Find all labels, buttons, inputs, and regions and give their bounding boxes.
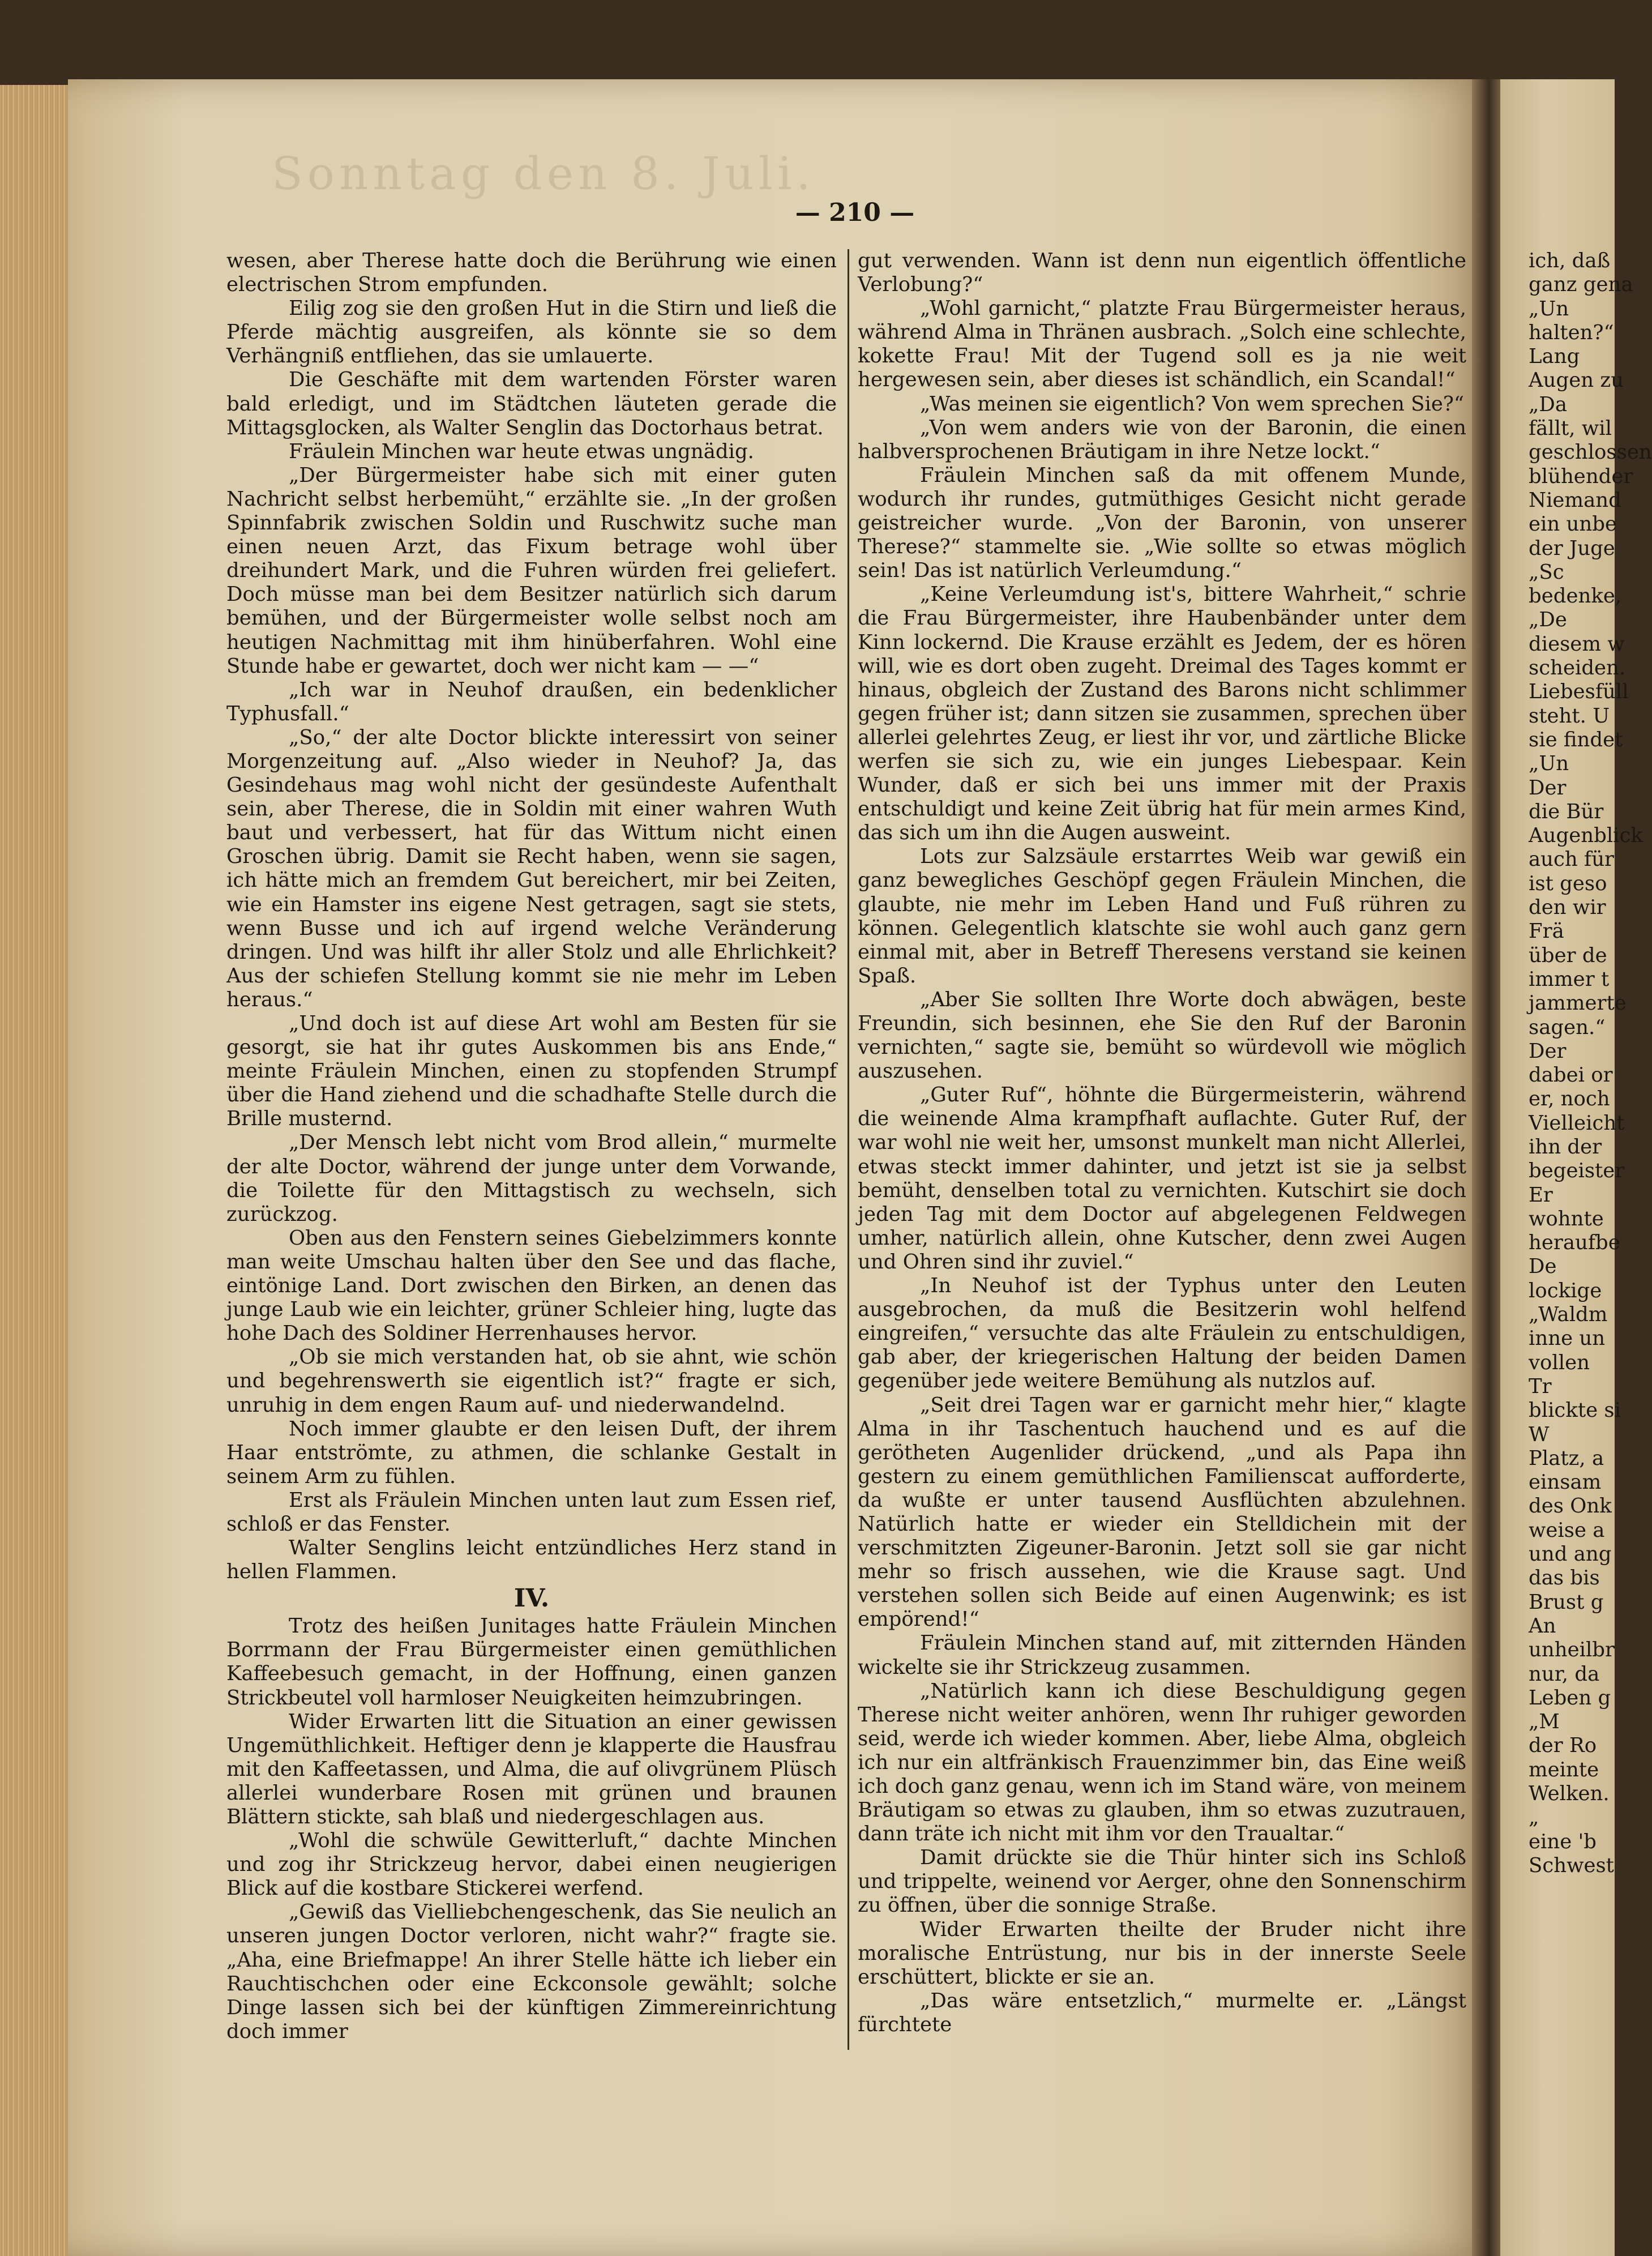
facing-page-line: jammerte [1529, 992, 1627, 1015]
facing-page-line: scheiden. [1529, 656, 1626, 680]
facing-page-line: Der [1529, 1039, 1567, 1063]
facing-page-line: Platz, a [1529, 1446, 1604, 1470]
facing-page-line: Der [1529, 776, 1567, 800]
paragraph: „Guter Ruf“, höhnte die Bürgermeisterin, während die weinende Alma krampfhaft auflachte. Guter Ruf, der war wohl nie weit her, umsonst munkelt man nicht Allerlei, etwas steckt immer dahinter, und jetzt ist sie ja selbst bemüht, denselben total zu vernichten. Kutschirt sie doch jeden Tag mit dem Doctor auf abgelegenen Feldwegen umher, natürlich allein, ohne Kutscher, denn zwei Augen und Ohren sind ihr zuviel.“ [858, 1083, 1466, 1274]
facing-page-line: Er [1529, 1183, 1553, 1207]
middle-paragraphs [858, 249, 1466, 2037]
facing-page-line: Niemand [1529, 488, 1621, 512]
facing-page-line: sagen.“ [1529, 1015, 1606, 1039]
page-stack-edge [0, 85, 74, 2256]
facing-page-line: begeister [1529, 1159, 1625, 1183]
facing-page-line: vollen [1529, 1351, 1590, 1374]
paragraph: „Ob sie mich verstanden hat, ob sie ahnt, wie schön und begehrenswerth sie eigentlich ist?“ fragte er sich, unruhig in dem engen Raum auf- und niederwandelnd. [226, 1345, 837, 1417]
facing-page-line: „Da [1529, 392, 1568, 416]
paragraph: „In Neuhof ist der Typhus unter den Leuten ausgebrochen, da muß die Besitzerin wohl helfend eingreifen,“ versuchte das alte Fräulein zu entschuldigen, gab aber, der kriegerischen Haltung der beiden Damen gegenüber jede weitere Bemühung als nutzlos auf. [858, 1274, 1466, 1393]
facing-page-line: blickte si [1529, 1399, 1621, 1422]
paragraph: Lots zur Salzsäule erstarrtes Weib war gewiß ein ganz bewegliches Geschöpf gegen Fräulein Minchen, die glaubte, nie mehr im Leben Hand und Fuß rühren zu können. Gelegentlich klatschte sie wohl auch ganz gern einmal mit, aber in Betreff Theresens verstand sie keinen Spaß. [858, 845, 1466, 988]
left-paragraphs [226, 249, 837, 1584]
facing-page-line: Brust g [1529, 1590, 1604, 1614]
facing-page-line: weise a [1529, 1518, 1605, 1542]
paragraph: Trotz des heißen Junitages hatte Fräulein Minchen Borrmann der Frau Bürgermeister einen gemüthlichen Kaffeebesuch gemacht, in der Hoffnung, einen ganzen Strickbeutel voll harmloser Neuigkeiten heimzubringen. [226, 1614, 837, 1710]
facing-page-line: über de [1529, 943, 1607, 967]
page-number: — 210 — [795, 198, 915, 227]
show-through-text: Sonntag den 8. Juli. [272, 147, 815, 200]
paragraph: gut verwenden. Wann ist denn nun eigentlich öffentliche Verlobung?“ [858, 249, 1466, 297]
column-divider [848, 249, 849, 2050]
facing-page-line: ist geso [1529, 871, 1607, 895]
facing-page-line: Augenblick [1529, 824, 1643, 848]
paragraph: Noch immer glaubte er den leisen Duft, der ihrem Haar entströmte, zu athmen, die schlanke Gestalt in seinem Arm zu fühlen. [226, 1417, 837, 1488]
facing-page-line: Welken. [1529, 1782, 1610, 1805]
paragraph: „Wohl garnicht,“ platzte Frau Bürgermeister heraus, während Alma in Thränen ausbrach. „Solch eine schlechte, kokette Frau! Mit der Tugend soll es ja nie weit hergewesen sein, aber dieses ist schändlich, ein Scandal!“ [858, 297, 1466, 392]
paragraph: Wider Erwarten theilte der Bruder nicht ihre moralische Entrüstung, nur bis in der innerste Seele erschüttert, blickte er sie an. [858, 1917, 1466, 1989]
facing-page-line: Lang [1529, 345, 1580, 369]
facing-page-line: Augen zu [1529, 369, 1624, 392]
facing-page-line: heraufbe [1529, 1231, 1620, 1255]
facing-page-line: meinte [1529, 1758, 1599, 1781]
facing-page-line: bedenke, [1529, 584, 1622, 608]
facing-page-line: die Bür [1529, 800, 1604, 823]
facing-page-fragments [1529, 249, 1652, 1878]
paragraph: „Wohl die schwüle Gewitterluft,“ dachte Minchen und zog ihr Strickzeug hervor, dabei einen neugierigen Blick auf die kostbare Stickerei werfend. [226, 1829, 837, 1900]
facing-page-line: einsam [1529, 1471, 1602, 1494]
paragraph: Eilig zog sie den großen Hut in die Stirn und ließ die Pferde mächtig ausgreifen, als könnte sie so dem Verhängniß entfliehen, das sie umlauerte. [226, 297, 837, 368]
facing-page-line: dabei or [1529, 1063, 1613, 1087]
paragraph: „Von wem anders wie von der Baronin, die einen halbversprochenen Bräutigam in ihre Netze lockt.“ [858, 416, 1466, 463]
paragraph: Fräulein Minchen war heute etwas ungnädig. [289, 439, 754, 463]
facing-page-line: Vielleicht [1529, 1111, 1625, 1135]
paragraph: „Und doch ist auf diese Art wohl am Besten für sie gesorgt, sie hat ihr gutes Auskommen bis ans Ende,“ meinte Fräulein Minchen, einen zu stopfenden Strumpf über die Hand ziehend und die schadhafte Stelle durch die Brille musternd. [226, 1012, 837, 1131]
facing-page-line: immer t [1529, 967, 1610, 991]
paragraph: „Das wäre entsetzlich,“ murmelte er. „Längst fürchtete [858, 1989, 1466, 2036]
facing-page-line: unheilbr [1529, 1638, 1615, 1662]
left-column [226, 249, 837, 2044]
facing-page-line: „M [1529, 1710, 1560, 1734]
paragraph: „Keine Verleumdung ist's, bittere Wahrheit,“ schrie die Frau Bürgermeister, ihre Haubenbänder unter dem Kinn lockernd. Die Krause erzählt es Jedem, der es hören will, wie es dort oben zugeht. Dreimal des Tages kommt er hinaus, obgleich der Zustand des Barons nicht schlimmer gegen früher ist; dann sitzen sie zusammen, sprechen über allerlei gelehrtes Zeug, er liest ihr vor, und zärtliche Blicke werfen sie sich zu, wie ein junges Liebespaar. Kein Wunder, daß er sich bei uns immer mit der Praxis entschuldigt und keine Zeit übrig hat für mein armes Kind, das sich um ihn die Augen ausweint. [858, 583, 1466, 845]
facing-page-line: W [1529, 1422, 1550, 1446]
paragraph: Die Geschäfte mit dem wartenden Förster waren bald erledigt, und im Städtchen läuteten gerade die Mittagsglocken, als Walter Senglin das Doctorhaus betrat. [226, 368, 837, 439]
facing-page-line: „Un [1529, 297, 1569, 321]
facing-page-line: der Juge [1529, 536, 1615, 560]
left-paragraphs-after-heading [226, 1614, 837, 2044]
facing-page-line: An [1529, 1614, 1556, 1638]
facing-page-line: und ang [1529, 1543, 1612, 1566]
paragraph: „Der Mensch lebt nicht vom Brod allein,“ murmelte der alte Doctor, während der junge unter dem Vorwande, die Toilette für den Mittagstisch zu wechseln, sich zurückzog. [226, 1131, 837, 1226]
facing-page-line: nur, da [1529, 1662, 1600, 1686]
facing-page-line: „De [1529, 608, 1567, 632]
chapter-heading: IV. [513, 1584, 550, 1613]
facing-page-line: inne un [1529, 1327, 1606, 1351]
paragraph: wesen, aber Therese hatte doch die Berührung wie einen electrischen Strom empfunden. [226, 249, 837, 297]
paragraph: Walter Senglins leicht entzündliches Herz stand in hellen Flammen. [226, 1536, 837, 1584]
paragraph: Damit drückte sie die Thür hinter sich ins Schloß und trippelte, weinend vor Aerger, ohne den Sonnenschirm zu öffnen, über die sonnige Straße. [858, 1846, 1466, 1917]
middle-column [858, 249, 1466, 2037]
paragraph: Fräulein Minchen stand auf, mit zitternden Händen wickelte sie ihr Strickzeug zusammen. [858, 1631, 1466, 1679]
facing-page-line: fällt, wil [1529, 417, 1612, 441]
paragraph: Wider Erwarten litt die Situation an einer gewissen Ungemüthlichkeit. Heftiger denn je klapperte die Hausfrau mit den Kaffeetassen, und Alma, die auf olivgrünem Plüsch allerlei wunderbare Rosen mit grünen und braunen Blättern stickte, sah blaß und niedergeschlagen aus. [226, 1710, 837, 1828]
paragraph: „Der Bürgermeister habe sich mit einer guten Nachricht selbst herbemüht,“ erzählte sie. „In der großen Spinnfabrik zwischen Soldin und Ruschwitz suche man einen neuen Arzt, das Fixum betrage wohl über dreihundert Mark, und die Fuhren würden frei geliefert. Doch müsse man bei dem Besitzer natürlich sich darum bemühen, und der Bürgermeister wolle selbst noch am heutigen Nachmittag mit ihm hinüberfahren. Wohl eine Stunde habe er gewartet, doch wer nicht kam — —“ [226, 463, 837, 678]
paragraph: Fräulein Minchen saß da mit offenem Munde, wodurch ihr rundes, gutmüthiges Gesicht nicht gerade geistreicher wurde. „Von der Baronin, von unserer Therese?“ stammelte sie. „Wie sollte so etwas möglich sein! Das ist natürlich Verleumdung.“ [858, 463, 1466, 583]
paragraph: Erst als Fräulein Minchen unten laut zum Essen rief, schloß er das Fenster. [226, 1488, 837, 1536]
facing-page-line: Leben g [1529, 1686, 1611, 1710]
facing-page-line: Schwest [1529, 1853, 1614, 1877]
paragraph: „Was meinen sie eigentlich? Von wem sprechen Sie?“ [920, 392, 1465, 416]
paragraph: „Seit drei Tagen war er garnicht mehr hier,“ klagte Alma in ihr Taschentuch hauchend und es auf die gerötheten Augenlider drückend, „und als Papa ihn gestern zu einem gemüthlichen Familienscat aufforderte, da wußte er unter tausend Ausflüchten abzulehnen. Natürlich hatte er wieder ein Stelldichein mit der verschmitzten Zigeuner-Baronin. Jetzt soll sie gar nicht mehr so frisch aussehen, wie die Krause sagt. Und verstehen sollen sich Beide auf einen Augenwink; es ist empörend!“ [858, 1393, 1466, 1631]
paragraph: „Ich war in Neuhof draußen, ein bedenklicher Typhusfall.“ [226, 678, 837, 725]
facing-page-line: ganz gena [1529, 273, 1633, 297]
paragraph: „Gewiß das Vielliebchengeschenk, das Sie neulich an unseren jungen Doctor verloren, nicht wahr?“ fragte sie. „Aha, eine Briefmappe! An ihrer Stelle hätte ich lieber ein Rauchtischchen oder eine Eckconsole gewählt; solche Dinge lassen sich bei der künftigen Zimmereinrichtung doch immer [226, 1900, 837, 2043]
facing-page-line: der Ro [1529, 1734, 1597, 1758]
facing-page-line: ich, daß [1529, 249, 1611, 272]
paragraph: Oben aus den Fenstern seines Giebelzimmers konnte man weite Umschau halten über den See und das flache, eintönige Land. Dort zwischen den Birken, an denen das junge Laub wie ein leichter, grüner Schleier hing, lugte das hohe Dach des Soldiner Herrenhauses hervor. [226, 1226, 837, 1345]
facing-page-line: Tr [1529, 1374, 1552, 1398]
facing-page-line: diesem w [1529, 632, 1625, 656]
facing-page-line: „Sc [1529, 560, 1564, 584]
paragraph: „Natürlich kann ich diese Beschuldigung gegen Therese nicht weiter anhören, wenn Ihr ruhiger geworden seid, werde ich wieder kommen. Aber, liebe Alma, obgleich ich nur ein altfränkisch Frauenzimmer bin, das Eine weiß ich doch ganz genau, wenn ich im Stand wäre, von meinem Bräutigam so etwas zu glauben, ihm so etwas zuzutrauen, dann träte ich nicht mit ihm vor den Traualtar.“ [858, 1679, 1466, 1846]
facing-page-line: steht. U [1529, 704, 1610, 728]
facing-page-line: des Onk [1529, 1494, 1612, 1518]
facing-page-line: „ [1529, 1806, 1539, 1830]
facing-page-line: wohnte [1529, 1207, 1604, 1230]
facing-page-line: Liebesfüll [1529, 680, 1629, 704]
facing-page-line: lockige [1529, 1279, 1602, 1302]
facing-page-line: sie findet [1529, 728, 1623, 751]
facing-page-line: halten?“ [1529, 321, 1614, 344]
facing-page-line: ein unbe [1529, 512, 1617, 536]
facing-page-line: Frä [1529, 920, 1564, 943]
facing-page-line: auch für [1529, 848, 1615, 871]
paragraph: „Aber Sie sollten Ihre Worte doch abwägen, beste Freundin, sich besinnen, ehe Sie den Ruf der Baronin vernichten,“ sagte sie, bemüht so würdevoll wie möglich auszusehen. [858, 988, 1466, 1083]
facing-page-line: eine 'b [1529, 1830, 1597, 1853]
facing-page-line: den wir [1529, 896, 1606, 920]
facing-page-line: geschlossen [1529, 441, 1652, 464]
facing-page-line: blühender [1529, 464, 1633, 488]
facing-page-line: ihn der [1529, 1135, 1602, 1159]
facing-page-line: er, noch [1529, 1087, 1610, 1111]
facing-page-line: „Un [1529, 752, 1569, 776]
paragraph: „So,“ der alte Doctor blickte interessirt von seiner Morgenzeitung auf. „Also wieder in Neuhof? Ja, das Gesindehaus mag wohl nicht der gesündeste Aufenthalt sein, aber Therese, die in Soldin mit einer wahren Wuth baut und verbessert, hat für das Wittum nicht einen Groschen übrig. Damit sie Recht haben, wenn sie sagen, ich hätte mich an fremdem Gut bereichert, mir bei Zeiten, wie ein Hamster ins eigene Nest getragen, sagt sie stets, wenn Busse und ich auf irgend welche Veränderung dringen. Und was hilft ihr aller Stolz und alle Ehrlichkeit? Aus der schiefen Stellung kommt sie nie mehr im Leben heraus.“ [226, 725, 837, 1011]
facing-page-line: das bis [1529, 1566, 1600, 1590]
facing-page-column [1529, 249, 1652, 1878]
facing-page-line: „Waldm [1529, 1303, 1608, 1327]
facing-page-line: De [1529, 1255, 1557, 1279]
